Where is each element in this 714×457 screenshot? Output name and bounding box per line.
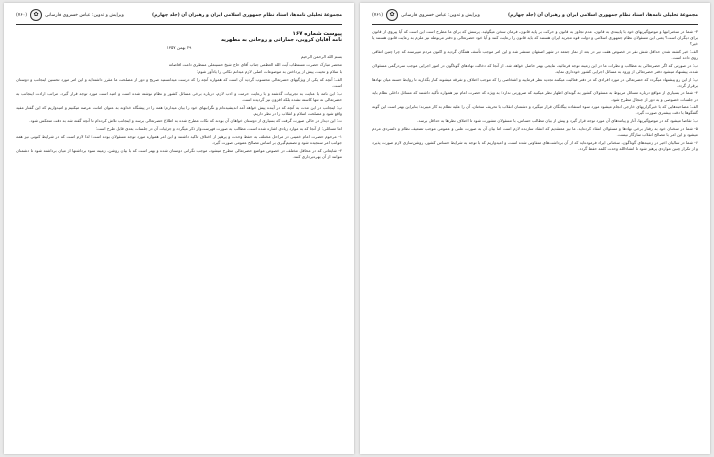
emblem-icon: ✿ <box>386 9 398 21</box>
paragraph: محضر مبارک حضرت مستطاب آیت الله العظمی جناب آقای حاج شیخ حسینعلی منتظری دامت افاضاته <box>168 61 342 67</box>
document-subheading: نامه آقایان کروبی، جماراتی و روحانی به مطهریه <box>221 37 342 43</box>
paragraph: با سلام و تحیت، پیش از پرداختن به موضوعات اصلی لازم میدانم نکاتی را یادآور شوم: <box>196 69 342 75</box>
author-credit: ویرایش و تدوین: عباس خسروی فارسانی <box>401 12 480 18</box>
author-credit: ویرایش و تدوین: عباس خسروی فارسانی <box>45 12 124 18</box>
paragraph: ۶- شما در سالیان اخیر در زمینه‌های گوناگون، سخنانی ایراد فرموده‌اید که از آن برداشت‌های متفاوتی شده است، و امیدواریم که با توجه به شرایط حساس کشور، روشن‌سازی لازم صورت پذیرد و از تکرار چنین مواردی پرهیز شود تا انشاءالله وحدت کلمه حفظ گردد. <box>372 139 698 151</box>
paragraph: ۲- شایعاتی که در محافل مختلف در خصوص مواضع حضرتعالی مطرح میشود، موجب نگرانی دوستان شده و بهتر است که با بیان روشن، زمینه سوء برداشتها از میان برداشته شود تا دشمنان نتوانند از آن بهره‌برداری کنند. <box>16 147 342 159</box>
paragraph: ب: این نامه با عنایت به تجربیات گذشته و با رعایت حرمت و ادب لازم، درباره برخی مسائل کشور و نظام نوشته شده است و امید است مورد توجه قرار گیرد. مراتب ارادت اینجانب به حضرتعالی نه تنها کاسته نشده بلکه افزون نیز گردیده است. <box>16 90 342 102</box>
right-page <box>360 3 710 454</box>
paragraph: ث: این دیدار در حالی صورت گرفت که بسیاری از دوستان خواهان آن بودند که نکات مطرح شده به اطلاع حضرتعالی برسد و اینجانب تلاش کرده‌ام تا آنچه گفته شد به دقت منعکس شود. <box>29 118 342 124</box>
emblem-icon: ✿ <box>30 9 42 21</box>
paragraph: ۱- مرحوم حضرت امام خمینی در مراحل مختلف به حفظ وحدت و پرهیز از اختلاف تاکید داشتند و این امر همواره مورد توجه مسئولان بوده است؛ لذا لازم است که در شرایط کنونی نیز همه جوانب امر سنجیده شود و تصمیم‌گیری بر اساس مصالح عمومی صورت گیرد. <box>16 133 342 145</box>
left-page <box>4 3 354 454</box>
paragraph: پ: اینجانب در این مدت به آنچه که در آینده پیش خواهد آمد اندیشیده‌ام و نگرانیهای خود را بیان میدارم؛ همه را در پیشگاه خداوند به عنوان امانت عرضه میکنیم و امیدواریم که این گفتار مفید واقع شود و مصلحت اسلام و انقلاب را در نظر داریم. <box>16 104 342 116</box>
body-text <box>16 54 342 160</box>
paragraph: پ: از این رو پیشنهاد میگردد که حضرتعالی در مورد افرادی که در دفتر فعالیت میکنند تجدید نظر فرمایید و اشخاصی را که موجب اختلاف و تفرقه میشوند کنار بگذارید تا روابط حسنه میان نهادها برقرار گردد. <box>372 76 698 88</box>
paragraph: ۵- شما در سخنان خود به رفتار برخی نهادها و مسئولان انتقاد کرده‌اید. ما نیز معتقدیم که انتقاد سازنده لازم است اما بیان آن به صورت علنی و عمومی موجب تضعیف نظام و دلسردی مردم میشود و این امر با مصالح انقلاب سازگار نیست. <box>372 125 698 137</box>
document-heading: پیوست شماره ۱۶۷ <box>292 31 342 37</box>
page-number: (۷۶۱) <box>372 12 383 18</box>
paragraph: اما مسائلی: از آنجا که به موارد زیادی اشاره شده است، مطالب به صورت فهرست‌وار ذکر میگردد و جزئیات آن در جلسات بعدی قابل طرح است: <box>95 126 342 132</box>
paragraph: الف: خبر کشته شدن حداقل شش نفر در خصوص هفت تیر در بعد از نماز جمعه در شهر اصفهان منتشر شد و این امر موجب تأسف همگان گردید و اکنون مردم میپرسند که چرا چنین اتفاقی روی داده است. <box>372 48 698 61</box>
paragraph: بسم الله الرحمن الرحیم <box>300 54 342 59</box>
paragraph: الف: آنچه که یکی از ویژگیهای حضرتعالی محسوب گردید آن است که همواره آنچه را که درست میدانستید صریح و دور از مصلحت ما مقرر داشته‌اید و این امر مورد تحسین اینجانب و دوستان است. <box>16 76 342 89</box>
running-head <box>16 9 342 25</box>
paragraph: ب: تقاضا میشود که در موضع‌گیریها، آثار و پیامدهای آن مورد توجه قرار گیرد و پیش از بیان مطالب حساس، با مسئولان مشورت شود تا اختلاف نظرها به حداقل برسد. <box>417 118 698 124</box>
paragraph: ب: در صورتی که اگر حضرتعالی به مطالب و نظرات ما در این زمینه توجه فرمائید، نتایجی بهتر حاصل خواهد شد. از آنجا که دخالت نهادهای گوناگون در امور اجرایی موجب سردرگمی مسئولان شده، پیشنهاد میشود دفتر حضرتعالی از ورود به مسائل اجرایی کشور خودداری نماید. <box>372 62 698 74</box>
book-title: مجموعهٔ تحلیلی نامه‌ها، اسناد نظام جمهوری اسلامی ایران و رهبران آن (جلد چهارم) <box>507 12 698 18</box>
paragraph: ۳- شما در سخنرانیها و موضع‌گیریهای خود با پایبندی به قانون، عدم تجاوز به قانون و حرکت بر پایه قانون، فرمان سخن میگوئید. پرسش که برای ما مطرح است این است که آیا پیروی از قانون برای دیگران است؟ یعنی این مسئولان نظام جمهوری اسلامی و دولت قوه مجریه ایران هستند که باید قانون را رعایت کنند و آیا خود حضرتعالی و دفتر مربوطه نیز ملزم به رعایت قانون هستند یا خیر؟ <box>372 29 698 47</box>
document-date: ۲۹ بهمن ۱۳۵۷ <box>166 45 192 50</box>
paragraph: الف: مصاحبه‌هایی که با خبرگزاریهای خارجی انجام میشود مورد سوء استفاده بیگانگان قرار میگیرد و دشمنان انقلاب با تحریف سخنان، آن را علیه نظام به کار میبرند؛ بنابراین بهتر است این گونه گفتگوها با دقت بیشتری صورت گیرد. <box>372 104 698 116</box>
body-text <box>372 29 698 152</box>
book-title: مجموعهٔ تحلیلی نامه‌ها، اسناد نظام جمهوری اسلامی ایران و رهبران آن (جلد چهارم) <box>151 12 342 18</box>
running-head <box>372 9 698 25</box>
paragraph: ۴- شما در بسیاری از مواقع درباره مسائل مربوط به مسئولان کشور به گونه‌ای اظهار نظر میکنید که ضرورتی ندارد؛ به ویژه که حضرت امام نیز همواره تأکید داشتند که مسائل داخلی نظام باید در جلسات خصوصی و به دور از جنجال مطرح شود. <box>372 90 698 102</box>
page-number: (۷۶۰) <box>16 12 27 18</box>
